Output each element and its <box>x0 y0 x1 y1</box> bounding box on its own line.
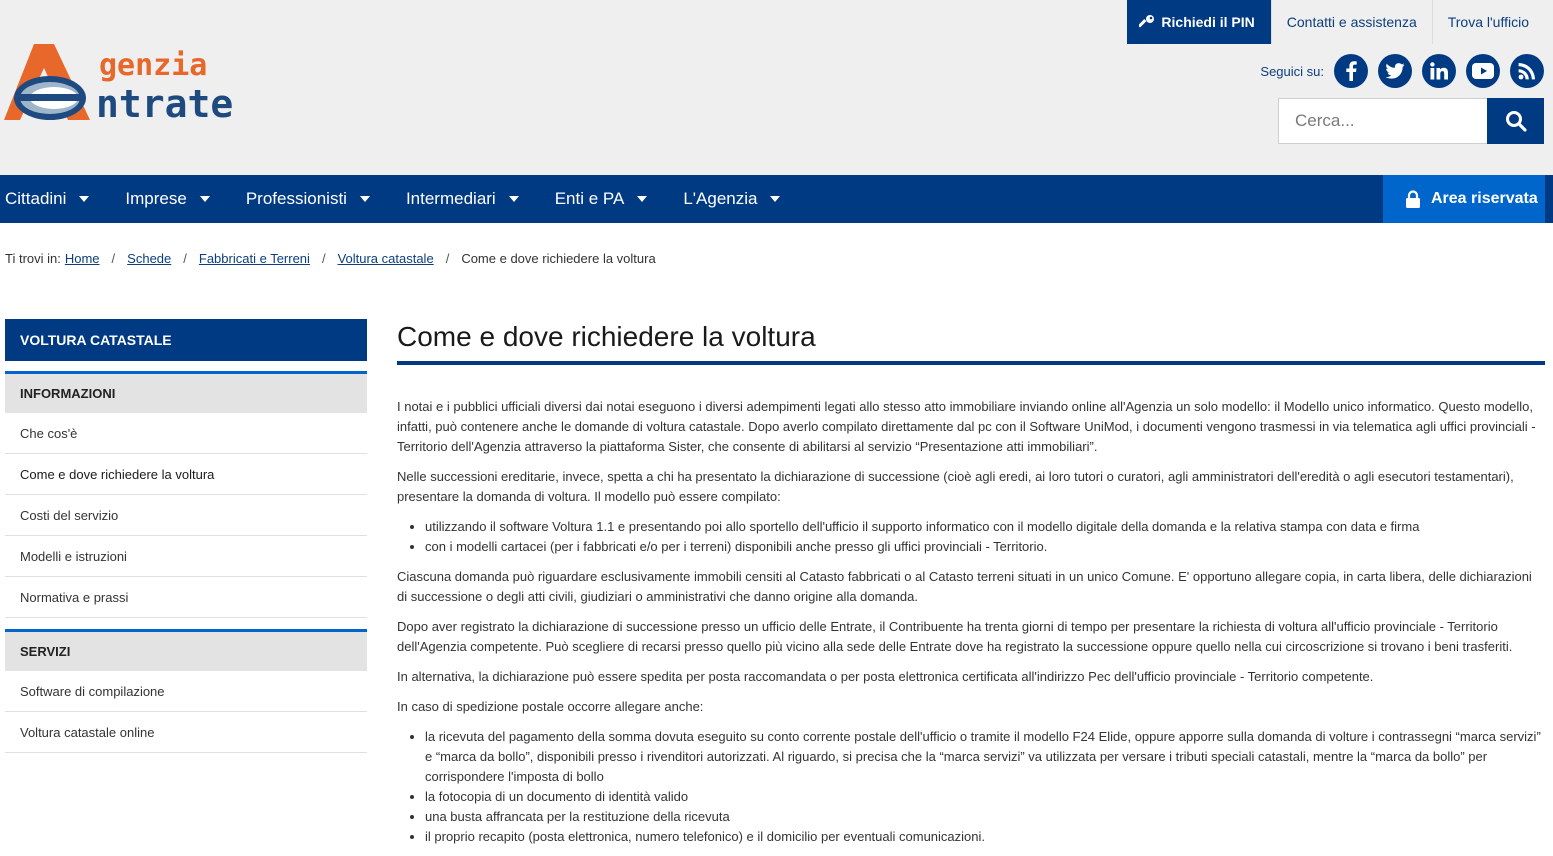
page-title: Come e dove richiedere la voltura <box>397 321 816 352</box>
top-links <box>1127 0 1544 44</box>
sidebar-item-software[interactable]: Software di compilazione <box>5 671 367 712</box>
nav-item-agenzia[interactable] <box>678 175 780 223</box>
caret-down-icon <box>79 196 89 202</box>
lock-icon <box>1405 190 1421 208</box>
breadcrumb <box>5 251 656 266</box>
article-body <box>397 397 1545 847</box>
caret-down-icon <box>509 196 519 202</box>
logo-text-ntrate: ntrate <box>96 82 234 126</box>
linkedin-icon[interactable] <box>1422 54 1456 88</box>
nav-label: Intermediari <box>405 189 496 208</box>
contatti-link[interactable]: Contatti e assistenza <box>1271 0 1432 44</box>
twitter-icon[interactable] <box>1378 54 1412 88</box>
caret-down-icon <box>200 196 210 202</box>
nav-item-professionisti[interactable] <box>241 175 370 223</box>
paragraph: I notai e i pubblici ufficiali diversi dai notai eseguono i diversi adempimenti legati allo stesso atto immobiliare inviando online all'Agenzia un solo modello: il Modello unico informatico. Questo modello, infatti, può contenere anche le domande di voltura catastale. Dopo averlo compilato direttamente dal pc con il Software UniMod, i documenti vengono trasmessi in via telematica agli uffici provinciali - Territorio dell'Agenzia attraverso la piattaforma Sister, che consente di abilitarsi al servizio “Presentazione atti immobiliari”. <box>397 399 1536 454</box>
sidebar-section-informazioni <box>5 371 367 618</box>
site-header <box>0 0 1553 175</box>
caret-down-icon <box>770 196 780 202</box>
sidebar-item-come-dove[interactable]: Come e dove richiedere la voltura <box>5 454 367 495</box>
rss-icon[interactable] <box>1510 54 1544 88</box>
main-navigation <box>0 175 1553 223</box>
sidebar-item-che-cose[interactable]: Che cos'è <box>5 413 367 454</box>
facebook-icon[interactable] <box>1334 54 1368 88</box>
paragraph: Ciascuna domanda può riguardare esclusivamente immobili censiti al Catasto fabbricati o al Catasto terreni situati in un unico Comune. E' opportuno allegare copia, in carta libera, delle dichiarazioni di successione o degli atti civili, giudiziari o amministrativi che danno origine alla domanda. <box>397 569 1532 604</box>
nav-label: Imprese <box>125 189 187 208</box>
title-divider <box>397 361 1545 365</box>
paragraph: In alternativa, la dichiarazione può essere spedita per posta raccomandata o per posta elettronica certificata all'indirizzo Pec dell'ufficio provinciale - Territorio competente. <box>397 669 1374 684</box>
search-button[interactable] <box>1487 98 1544 144</box>
nav-item-imprese[interactable] <box>120 175 209 223</box>
nav-item-enti-pa[interactable] <box>550 175 648 223</box>
breadcrumb-link-schede[interactable]: Schede <box>127 251 172 266</box>
breadcrumb-link-fabbricati[interactable]: Fabbricati e Terreni <box>198 251 310 266</box>
breadcrumb-separator: / <box>321 251 326 266</box>
logo-text-genzia: genzia <box>99 48 208 83</box>
key-icon <box>1139 14 1155 30</box>
breadcrumb-label: Ti trovi in: <box>5 251 61 266</box>
agenzia-entrate-logo[interactable] <box>4 40 264 126</box>
list-item: • una busta affrancata per la restituzione della ricevuta <box>425 807 1545 827</box>
area-riservata-button[interactable] <box>1383 175 1545 223</box>
nav-label: Enti e PA <box>554 189 625 208</box>
social-label: Seguici su: <box>1260 63 1324 79</box>
breadcrumb-separator: / <box>183 251 187 266</box>
nav-item-cittadini[interactable] <box>0 175 89 223</box>
breadcrumb-link-voltura[interactable]: Voltura catastale <box>337 251 434 266</box>
list-item: • utilizzando il software Voltura 1.1 e presentando poi allo sportello dell'ufficio il supporto informatico con il modello digitale della domanda e la relativa stampa con data e firma <box>425 517 1545 537</box>
search-icon <box>1505 110 1527 132</box>
richiedi-pin-button[interactable] <box>1127 0 1270 44</box>
main-content <box>397 319 1545 856</box>
nav-label: Cittadini <box>5 189 67 208</box>
sidebar-section-title: SERVIZI <box>5 629 367 671</box>
breadcrumb-separator: / <box>445 251 450 266</box>
sidebar <box>5 319 367 753</box>
list-item: • la fotocopia di un documento di identità valido <box>425 787 1545 807</box>
area-riservata-label: Area riservata <box>1431 190 1538 207</box>
list-item: • con i modelli cartacei (per i fabbricati e/o per i terreni) disponibili anche presso gli uffici provinciali - Territorio. <box>425 537 1545 557</box>
sidebar-item-normativa[interactable]: Normativa e prassi <box>5 577 367 618</box>
caret-down-icon <box>637 196 647 202</box>
nav-label: L'Agenzia <box>683 189 758 208</box>
trova-ufficio-link[interactable]: Trova l'ufficio <box>1432 0 1544 44</box>
search-input[interactable] <box>1278 98 1487 144</box>
nav-item-intermediari[interactable] <box>401 175 519 223</box>
list-item: • il proprio recapito (posta elettronica, numero telefonico) e il domicilio per eventuali comunicazioni. <box>425 827 1545 847</box>
paragraph: Nelle successioni ereditarie, invece, spetta a chi ha presentato la dichiarazione di successione (cioè agli eredi, ai loro tutori o curatori, agli amministratori dell'eredità o agli esecutori testamentari), presentare la domanda di voltura. Il modello può essere compilato: <box>397 469 1514 504</box>
breadcrumb-link-home[interactable]: Home <box>64 251 100 266</box>
bullet-list <box>425 517 1545 557</box>
sidebar-item-costi[interactable]: Costi del servizio <box>5 495 367 536</box>
sidebar-section-title: INFORMAZIONI <box>5 371 367 413</box>
breadcrumb-separator: / <box>111 251 116 266</box>
sidebar-section-servizi <box>5 629 367 753</box>
sidebar-item-modelli[interactable]: Modelli e istruzioni <box>5 536 367 577</box>
list-item: • la ricevuta del pagamento della somma dovuta eseguito su conto corrente postale dell'ufficio o tramite il modello F24 Elide, oppure apporre sulla domanda di volture i contrassegni “marca servizi” e “marca da bollo”, disponibili presso i rivenditori autorizzati. Al riguardo, si precisa che la “marca servizi” va utilizzata per versare i tributi speciali catastali, mentre la “marca da bollo” per corrispondere l'imposta di bollo <box>425 727 1545 787</box>
sidebar-header: VOLTURA CATASTALE <box>5 319 367 361</box>
caret-down-icon <box>360 196 370 202</box>
paragraph: In caso di spedizione postale occorre allegare anche: <box>397 699 704 714</box>
social-links <box>1260 53 1544 89</box>
youtube-icon[interactable] <box>1466 54 1500 88</box>
bullet-list <box>425 727 1545 847</box>
breadcrumb-current: Come e dove richiedere la voltura <box>461 251 656 266</box>
paragraph: Dopo aver registrato la dichiarazione di successione presso un ufficio delle Entrate, il Contribuente ha trenta giorni di tempo per presentare la richiesta di voltura all'ufficio provinciale - Territorio dell'Agenzia competente. Può scegliere di recarsi presso quello più vicino alla sede delle Entrate dove ha registrato la successione oppure quello nella cui circoscrizione si trovano i beni trasferiti. <box>397 619 1513 654</box>
search-box <box>1278 98 1544 144</box>
richiedi-pin-label: Richiedi il PIN <box>1161 14 1255 30</box>
sidebar-item-voltura-online[interactable]: Voltura catastale online <box>5 712 367 753</box>
nav-label: Professionisti <box>245 189 347 208</box>
